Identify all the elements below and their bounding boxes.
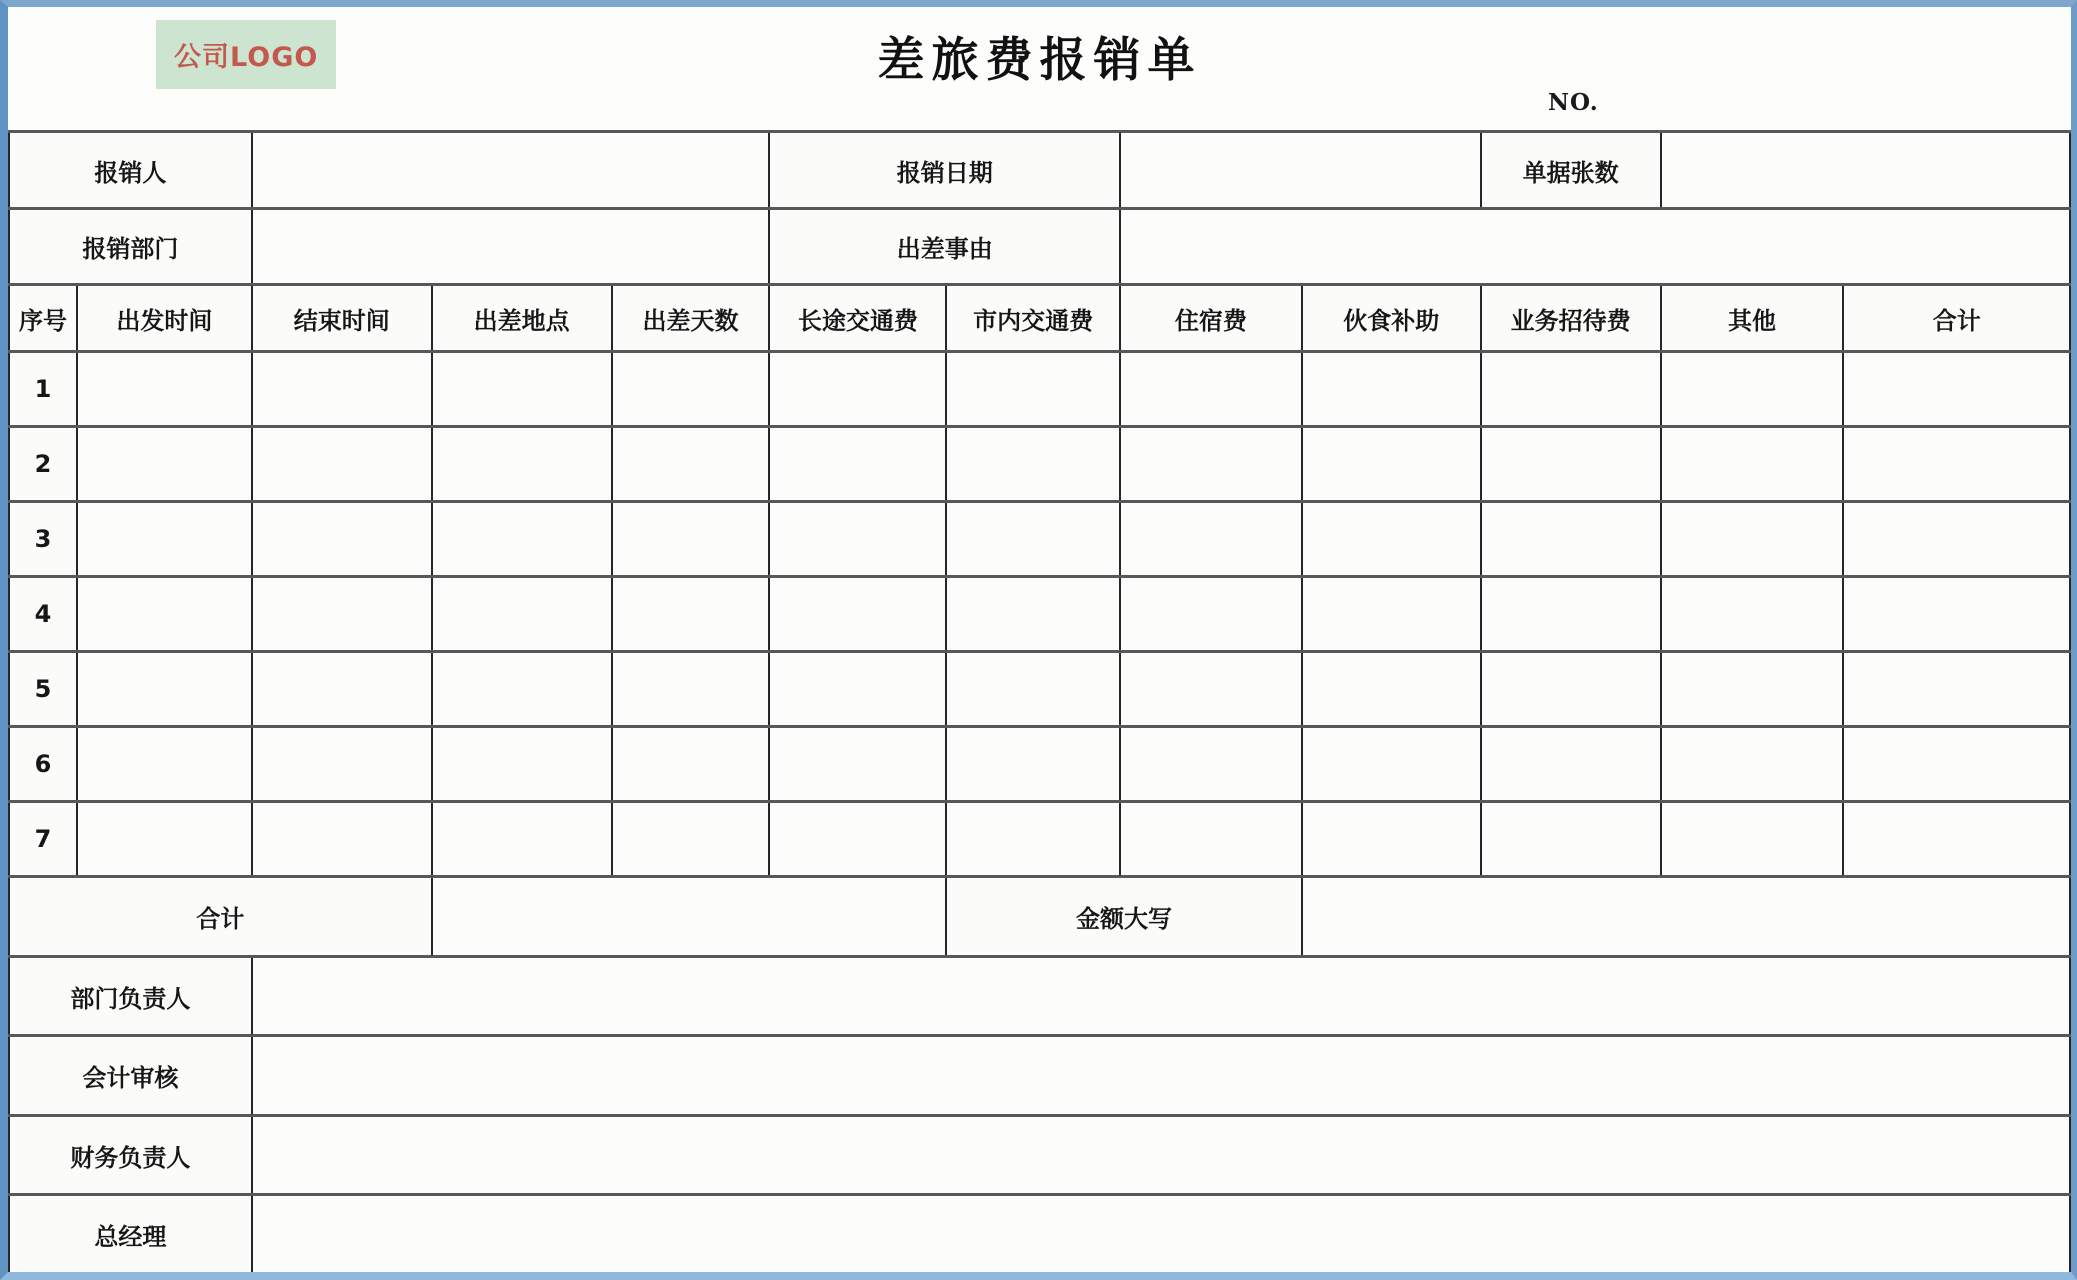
department-label: 报销部门	[9, 209, 252, 285]
row-index: 3	[9, 502, 77, 577]
general-manager-signature-cell[interactable]	[252, 1195, 2070, 1274]
finance-head-label: 财务负责人	[9, 1116, 252, 1195]
date-label: 报销日期	[769, 132, 1120, 209]
total-row	[9, 877, 2070, 957]
expense-cell[interactable]	[1481, 802, 1661, 877]
expense-cell[interactable]	[1843, 352, 2070, 427]
expense-cell[interactable]	[1120, 502, 1302, 577]
expense-cell[interactable]	[946, 727, 1120, 802]
company-logo: 公司LOGO	[156, 20, 336, 89]
department-head-label: 部门负责人	[9, 957, 252, 1036]
expense-cell[interactable]	[1481, 727, 1661, 802]
expense-cell[interactable]	[77, 727, 252, 802]
row-index: 2	[9, 427, 77, 502]
expense-cell[interactable]	[77, 652, 252, 727]
expense-cell[interactable]	[252, 577, 432, 652]
finance-head-signature-cell[interactable]	[252, 1116, 2070, 1195]
expense-cell[interactable]	[769, 427, 946, 502]
col-header-location: 出差地点	[432, 285, 612, 352]
expense-cell[interactable]	[1661, 727, 1844, 802]
amount-words-cell[interactable]	[1302, 877, 2070, 957]
expense-cell[interactable]	[1843, 652, 2070, 727]
date-input-cell[interactable]	[1120, 132, 1481, 209]
expense-cell[interactable]	[1481, 427, 1661, 502]
form-number-label: NO.	[1548, 89, 1599, 116]
form-title: 差旅费报销单	[877, 33, 1202, 88]
expense-cell[interactable]	[1120, 727, 1302, 802]
expense-cell[interactable]	[1302, 502, 1481, 577]
expense-row-2	[9, 427, 2070, 502]
expense-cell[interactable]	[1302, 802, 1481, 877]
expense-cell[interactable]	[1302, 652, 1481, 727]
expense-row-6	[9, 727, 2070, 802]
expense-cell[interactable]	[432, 652, 612, 727]
expense-cell[interactable]	[612, 652, 770, 727]
row-index: 1	[9, 352, 77, 427]
expense-cell[interactable]	[432, 427, 612, 502]
row-index: 5	[9, 652, 77, 727]
reason-input-cell[interactable]	[1120, 209, 2070, 285]
general-manager-label: 总经理	[9, 1195, 252, 1274]
expense-cell[interactable]	[1843, 427, 2070, 502]
department-input-cell[interactable]	[252, 209, 770, 285]
signature-row-department-head	[9, 957, 2070, 1036]
expense-cell[interactable]	[769, 577, 946, 652]
expense-cell[interactable]	[1661, 352, 1844, 427]
expense-cell[interactable]	[252, 502, 432, 577]
expense-cell[interactable]	[1661, 802, 1844, 877]
col-header-total: 合计	[1843, 285, 2070, 352]
form-header	[8, 7, 2071, 130]
expense-cell[interactable]	[769, 352, 946, 427]
expense-cell[interactable]	[432, 352, 612, 427]
amount-words-label: 金额大写	[946, 877, 1302, 957]
row-index: 7	[9, 802, 77, 877]
total-amount-cell[interactable]	[432, 877, 947, 957]
col-header-lodging-fee: 住宿费	[1120, 285, 1302, 352]
info-row-2	[9, 209, 2070, 285]
expense-cell[interactable]	[1302, 727, 1481, 802]
expense-cell[interactable]	[252, 727, 432, 802]
total-label: 合计	[9, 877, 432, 957]
expense-cell[interactable]	[612, 427, 770, 502]
department-head-signature-cell[interactable]	[252, 957, 2070, 1036]
expense-cell[interactable]	[1302, 352, 1481, 427]
expense-cell[interactable]	[1481, 352, 1661, 427]
expense-row-7	[9, 802, 2070, 877]
expense-cell[interactable]	[252, 802, 432, 877]
expense-cell[interactable]	[1120, 652, 1302, 727]
expense-cell[interactable]	[769, 502, 946, 577]
signature-row-finance-head	[9, 1116, 2070, 1195]
expense-cell[interactable]	[1661, 577, 1844, 652]
expense-cell[interactable]	[77, 427, 252, 502]
expense-cell[interactable]	[1661, 502, 1844, 577]
expense-cell[interactable]	[1843, 802, 2070, 877]
row-index: 6	[9, 727, 77, 802]
claimant-input-cell[interactable]	[252, 132, 770, 209]
signature-row-accounting-review	[9, 1036, 2070, 1116]
expense-cell[interactable]	[432, 802, 612, 877]
expense-cell[interactable]	[77, 502, 252, 577]
expense-cell[interactable]	[1481, 577, 1661, 652]
doc-count-input-cell[interactable]	[1661, 132, 2070, 209]
expense-cell[interactable]	[1302, 427, 1481, 502]
expense-cell[interactable]	[769, 727, 946, 802]
col-header-depart-time: 出发时间	[77, 285, 252, 352]
expense-cell[interactable]	[252, 352, 432, 427]
expense-cell[interactable]	[612, 502, 770, 577]
expense-cell[interactable]	[1120, 352, 1302, 427]
col-header-other: 其他	[1661, 285, 1844, 352]
col-header-index: 序号	[9, 285, 77, 352]
table-header-row	[9, 285, 2070, 352]
expense-cell[interactable]	[1661, 427, 1844, 502]
expense-cell[interactable]	[252, 427, 432, 502]
expense-cell[interactable]	[252, 652, 432, 727]
expense-cell[interactable]	[1302, 577, 1481, 652]
expense-row-1	[9, 352, 2070, 427]
col-header-end-time: 结束时间	[252, 285, 432, 352]
expense-table	[8, 130, 2071, 1275]
expense-cell[interactable]	[1843, 727, 2070, 802]
signature-row-general-manager	[9, 1195, 2070, 1274]
expense-cell[interactable]	[1481, 652, 1661, 727]
expense-cell[interactable]	[612, 352, 770, 427]
accounting-review-label: 会计审核	[9, 1036, 252, 1116]
expense-cell[interactable]	[1120, 577, 1302, 652]
expense-cell[interactable]	[432, 577, 612, 652]
expense-cell[interactable]	[946, 577, 1120, 652]
col-header-entertainment-fee: 业务招待费	[1481, 285, 1661, 352]
expense-cell[interactable]	[1661, 652, 1844, 727]
expense-cell[interactable]	[77, 577, 252, 652]
expense-cell[interactable]	[769, 652, 946, 727]
expense-cell[interactable]	[77, 352, 252, 427]
expense-row-5	[9, 652, 2070, 727]
expense-cell[interactable]	[1481, 502, 1661, 577]
expense-cell[interactable]	[612, 577, 770, 652]
expense-cell[interactable]	[946, 802, 1120, 877]
expense-cell[interactable]	[612, 802, 770, 877]
expense-cell[interactable]	[946, 352, 1120, 427]
expense-cell[interactable]	[946, 427, 1120, 502]
doc-count-label: 单据张数	[1481, 132, 1661, 209]
claimant-label: 报销人	[9, 132, 252, 209]
reason-label: 出差事由	[769, 209, 1120, 285]
expense-cell[interactable]	[1120, 427, 1302, 502]
col-header-meal-allowance: 伙食补助	[1302, 285, 1481, 352]
expense-row-3	[9, 502, 2070, 577]
col-header-longdistance-transport-fee: 长途交通费	[769, 285, 946, 352]
info-row-1	[9, 132, 2070, 209]
expense-cell[interactable]	[1120, 802, 1302, 877]
expense-cell[interactable]	[612, 727, 770, 802]
col-header-trip-days: 出差天数	[612, 285, 770, 352]
expense-cell[interactable]	[432, 727, 612, 802]
expense-cell[interactable]	[769, 802, 946, 877]
expense-cell[interactable]	[432, 502, 612, 577]
expense-cell[interactable]	[1843, 577, 2070, 652]
row-index: 4	[9, 577, 77, 652]
expense-cell[interactable]	[77, 802, 252, 877]
expense-cell[interactable]	[946, 502, 1120, 577]
accounting-review-signature-cell[interactable]	[252, 1036, 2070, 1116]
expense-row-4	[9, 577, 2070, 652]
expense-cell[interactable]	[1843, 502, 2070, 577]
col-header-city-transport-fee: 市内交通费	[946, 285, 1120, 352]
expense-cell[interactable]	[946, 652, 1120, 727]
